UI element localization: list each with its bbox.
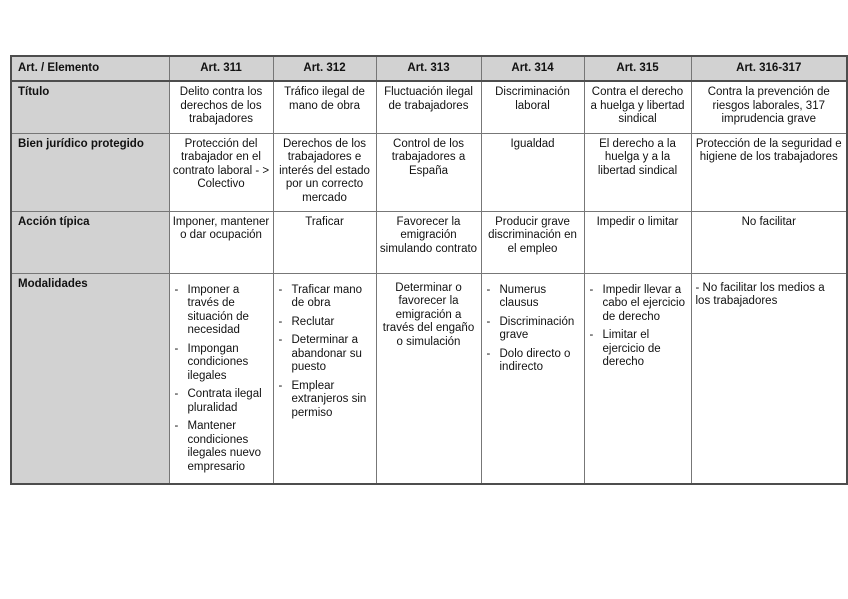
- cell-accion-313: Favorecer la emigración simulando contrato: [376, 211, 481, 273]
- list-item-text: Traficar mano de obra: [291, 283, 363, 309]
- list-item-text: Reclutar: [291, 315, 335, 328]
- dash-marker: -: [174, 388, 179, 400]
- cell-modalidades-311: [169, 273, 273, 484]
- dash-marker: -: [174, 283, 179, 296]
- list-item-text: Mantener condiciones ilegales nuevo empresario: [187, 420, 262, 473]
- dash-marker: -: [278, 315, 283, 328]
- cell-titulo-313: Fluctuación ilegal de trabajadores: [376, 81, 481, 133]
- list-item: [279, 316, 374, 330]
- dash-marker: -: [486, 347, 491, 360]
- cell-bien-315: El derecho a la huelga y a la libertad sindical: [584, 133, 691, 211]
- cell-accion-316-317: No facilitar: [691, 211, 847, 273]
- list-item-text: Impongan condiciones ilegales: [187, 342, 249, 382]
- articles-table: [10, 55, 848, 485]
- list-item: [175, 420, 271, 474]
- cell-titulo-314: Discriminación laboral: [481, 81, 584, 133]
- cell-accion-314: Producir grave discriminación en el empleo: [481, 211, 584, 273]
- cell-bien-316-317: Protección de la seguridad e higiene de los trabajadores: [691, 133, 847, 211]
- column-header-art-313: Art. 313: [376, 56, 481, 81]
- cell-titulo-311: Delito contra los derechos de los trabajadores: [169, 81, 273, 133]
- dash-marker: -: [486, 315, 491, 328]
- cell-titulo-315: Contra el derecho a huelga y libertad sindical: [584, 81, 691, 133]
- cell-accion-315: Impedir o limitar: [584, 211, 691, 273]
- cell-titulo-312: Tráfico ilegal de mano de obra: [273, 81, 376, 133]
- list-item: [175, 284, 271, 338]
- list-item-text: Contrata ilegal pluralidad: [187, 388, 262, 414]
- cell-modalidades-313: Determinar o favorecer la emigración a través del engaño o simulación: [376, 273, 481, 484]
- cell-accion-311: Imponer, mantener o dar ocupación: [169, 211, 273, 273]
- column-header-art-elemento: Art. / Elemento: [11, 56, 169, 81]
- dash-marker: -: [589, 283, 594, 296]
- cell-modalidades-315: [584, 273, 691, 484]
- list-item-text: Imponer a través de situación de necesidad: [187, 283, 249, 336]
- dash-marker: -: [278, 379, 283, 392]
- list-item: [487, 316, 582, 343]
- column-header-art-315: Art. 315: [584, 56, 691, 81]
- cell-bien-311: Protección del trabajador en el contrato laboral - > Colectivo: [169, 133, 273, 211]
- list-item: [487, 348, 582, 375]
- dash-marker: -: [174, 342, 179, 355]
- list-item: [279, 334, 374, 375]
- list-item: [175, 388, 271, 415]
- dash-marker: -: [174, 420, 179, 432]
- column-header-art-312: Art. 312: [273, 56, 376, 81]
- list-item-text: Numerus clausus: [499, 283, 547, 309]
- list-item: [590, 284, 689, 325]
- dash-marker: -: [486, 283, 491, 296]
- table-row-titulo: [11, 81, 847, 133]
- table-header-row: [11, 56, 847, 81]
- dash-marker: -: [278, 283, 283, 296]
- list-item: [175, 343, 271, 384]
- list-item: [487, 284, 582, 311]
- cell-modalidades-316-317: - No facilitar los medios a los trabajadores: [691, 273, 847, 484]
- list-item-text: Discriminación grave: [499, 315, 575, 341]
- table-row-bien-juridico: [11, 133, 847, 211]
- row-label-accion-tipica: Acción típica: [11, 211, 169, 273]
- dash-marker: -: [589, 329, 594, 341]
- list-item: [590, 329, 689, 370]
- cell-bien-313: Control de los trabajadores a España: [376, 133, 481, 211]
- list-item-text: Determinar a abandonar su puesto: [291, 334, 362, 373]
- cell-accion-312: Traficar: [273, 211, 376, 273]
- row-label-titulo: Título: [11, 81, 169, 133]
- cell-modalidades-312: [273, 273, 376, 484]
- cell-titulo-316-317: Contra la prevención de riesgos laborales, 317 imprudencia grave: [691, 81, 847, 133]
- list-item-text: Dolo directo o indirecto: [499, 347, 571, 373]
- list-item-text: Emplear extranjeros sin permiso: [291, 379, 367, 419]
- list-item: [279, 380, 374, 421]
- dash-marker: -: [278, 334, 283, 346]
- cell-bien-314: Igualdad: [481, 133, 584, 211]
- row-label-modalidades: Modalidades: [11, 273, 169, 484]
- column-header-art-316-317: Art. 316-317: [691, 56, 847, 81]
- table-row-modalidades: [11, 273, 847, 484]
- column-header-art-314: Art. 314: [481, 56, 584, 81]
- column-header-art-311: Art. 311: [169, 56, 273, 81]
- list-item-text: Limitar el ejercicio de derecho: [602, 329, 661, 368]
- cell-bien-312: Derechos de los trabajadores e interés del estado por un correcto mercado: [273, 133, 376, 211]
- table-row-accion-tipica: [11, 211, 847, 273]
- row-label-bien-juridico: Bien jurídico protegido: [11, 133, 169, 211]
- list-item: [279, 284, 374, 311]
- list-item-text: Impedir llevar a cabo el ejercicio de derecho: [602, 283, 685, 323]
- cell-modalidades-314: [481, 273, 584, 484]
